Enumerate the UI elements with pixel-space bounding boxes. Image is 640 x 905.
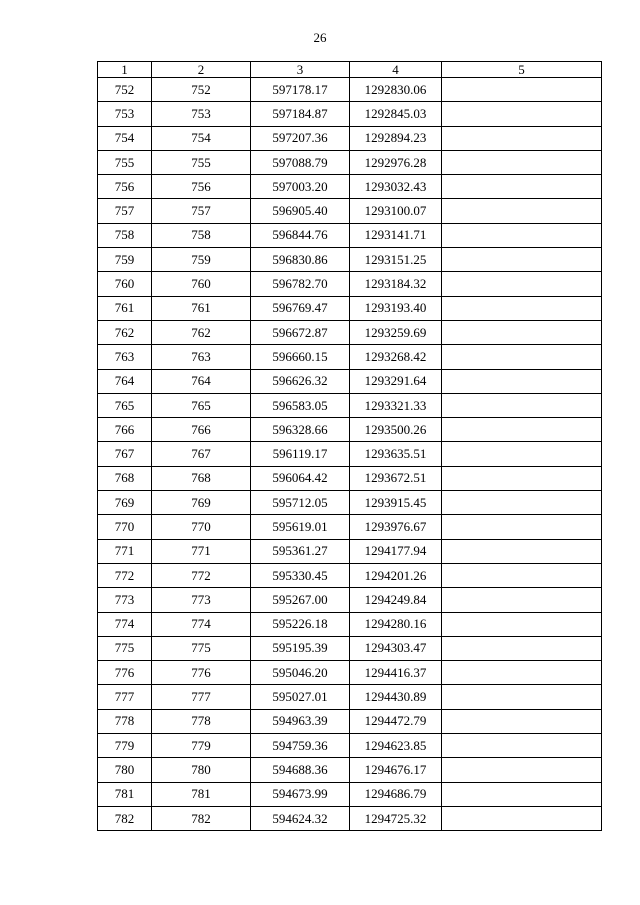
- y-coordinate-cell: 1293151.25: [350, 248, 442, 272]
- table-row: [98, 636, 602, 660]
- column-header-4: 4: [350, 62, 442, 78]
- note-cell: [442, 175, 602, 199]
- x-coordinate-cell: 596119.17: [251, 442, 350, 466]
- point-number-cell: 760: [152, 272, 251, 296]
- point-number-cell: 767: [152, 442, 251, 466]
- table-header-row: [98, 62, 602, 78]
- note-cell: [442, 418, 602, 442]
- y-coordinate-cell: 1294177.94: [350, 539, 442, 563]
- table-row: [98, 685, 602, 709]
- point-number-cell: 768: [152, 466, 251, 490]
- point-number-cell: 753: [152, 102, 251, 126]
- note-cell: [442, 199, 602, 223]
- x-coordinate-cell: 595361.27: [251, 539, 350, 563]
- x-coordinate-cell: 595195.39: [251, 636, 350, 660]
- y-coordinate-cell: 1293635.51: [350, 442, 442, 466]
- table-row: [98, 223, 602, 247]
- note-cell: [442, 102, 602, 126]
- table-row: [98, 758, 602, 782]
- table-row: [98, 515, 602, 539]
- table-row: [98, 709, 602, 733]
- x-coordinate-cell: 594673.99: [251, 782, 350, 806]
- note-cell: [442, 248, 602, 272]
- point-number-cell: 763: [98, 345, 152, 369]
- note-cell: [442, 636, 602, 660]
- y-coordinate-cell: 1293915.45: [350, 491, 442, 515]
- point-number-cell: 780: [152, 758, 251, 782]
- y-coordinate-cell: 1294725.32: [350, 806, 442, 830]
- y-coordinate-cell: 1294303.47: [350, 636, 442, 660]
- point-number-cell: 774: [98, 612, 152, 636]
- note-cell: [442, 442, 602, 466]
- x-coordinate-cell: 596672.87: [251, 320, 350, 344]
- point-number-cell: 756: [98, 175, 152, 199]
- point-number-cell: 759: [98, 248, 152, 272]
- x-coordinate-cell: 596064.42: [251, 466, 350, 490]
- point-number-cell: 774: [152, 612, 251, 636]
- point-number-cell: 770: [98, 515, 152, 539]
- y-coordinate-cell: 1292830.06: [350, 78, 442, 102]
- point-number-cell: 763: [152, 345, 251, 369]
- point-number-cell: 753: [98, 102, 152, 126]
- x-coordinate-cell: 596769.47: [251, 296, 350, 320]
- point-number-cell: 765: [98, 393, 152, 417]
- note-cell: [442, 272, 602, 296]
- column-header-5: 5: [442, 62, 602, 78]
- y-coordinate-cell: 1294686.79: [350, 782, 442, 806]
- point-number-cell: 771: [152, 539, 251, 563]
- point-number-cell: 777: [152, 685, 251, 709]
- point-number-cell: 779: [98, 734, 152, 758]
- note-cell: [442, 78, 602, 102]
- table-row: [98, 78, 602, 102]
- table-row: [98, 418, 602, 442]
- table-row: [98, 272, 602, 296]
- x-coordinate-cell: 596328.66: [251, 418, 350, 442]
- point-number-cell: 754: [98, 126, 152, 150]
- table-row: [98, 296, 602, 320]
- x-coordinate-cell: 595619.01: [251, 515, 350, 539]
- point-number-cell: 762: [152, 320, 251, 344]
- point-number-cell: 761: [152, 296, 251, 320]
- table-row: [98, 806, 602, 830]
- x-coordinate-cell: 594963.39: [251, 709, 350, 733]
- point-number-cell: 770: [152, 515, 251, 539]
- y-coordinate-cell: 1293141.71: [350, 223, 442, 247]
- note-cell: [442, 369, 602, 393]
- table-row: [98, 345, 602, 369]
- table-row: [98, 320, 602, 344]
- y-coordinate-cell: 1292976.28: [350, 150, 442, 174]
- point-number-cell: 769: [152, 491, 251, 515]
- x-coordinate-cell: 596830.86: [251, 248, 350, 272]
- y-coordinate-cell: 1294430.89: [350, 685, 442, 709]
- point-number-cell: 778: [98, 709, 152, 733]
- point-number-cell: 761: [98, 296, 152, 320]
- point-number-cell: 772: [152, 563, 251, 587]
- table-row: [98, 466, 602, 490]
- point-number-cell: 778: [152, 709, 251, 733]
- note-cell: [442, 150, 602, 174]
- point-number-cell: 779: [152, 734, 251, 758]
- table-row: [98, 175, 602, 199]
- x-coordinate-cell: 596844.76: [251, 223, 350, 247]
- y-coordinate-cell: 1294472.79: [350, 709, 442, 733]
- table-row: [98, 126, 602, 150]
- y-coordinate-cell: 1293032.43: [350, 175, 442, 199]
- table-row: [98, 539, 602, 563]
- point-number-cell: 781: [152, 782, 251, 806]
- note-cell: [442, 563, 602, 587]
- x-coordinate-cell: 595046.20: [251, 661, 350, 685]
- y-coordinate-cell: 1294280.16: [350, 612, 442, 636]
- note-cell: [442, 539, 602, 563]
- point-number-cell: 776: [98, 661, 152, 685]
- table-row: [98, 199, 602, 223]
- table-row: [98, 248, 602, 272]
- x-coordinate-cell: 594624.32: [251, 806, 350, 830]
- note-cell: [442, 709, 602, 733]
- point-number-cell: 772: [98, 563, 152, 587]
- note-cell: [442, 612, 602, 636]
- page-number: 26: [313, 30, 327, 45]
- point-number-cell: 755: [152, 150, 251, 174]
- point-number-cell: 782: [98, 806, 152, 830]
- x-coordinate-cell: 596626.32: [251, 369, 350, 393]
- x-coordinate-cell: 596782.70: [251, 272, 350, 296]
- table-row: [98, 612, 602, 636]
- point-number-cell: 754: [152, 126, 251, 150]
- point-number-cell: 782: [152, 806, 251, 830]
- y-coordinate-cell: 1293976.67: [350, 515, 442, 539]
- point-number-cell: 757: [98, 199, 152, 223]
- x-coordinate-cell: 595226.18: [251, 612, 350, 636]
- column-header-3: 3: [251, 62, 350, 78]
- x-coordinate-cell: 597207.36: [251, 126, 350, 150]
- x-coordinate-cell: 597088.79: [251, 150, 350, 174]
- table-row: [98, 442, 602, 466]
- point-number-cell: 766: [152, 418, 251, 442]
- point-number-cell: 773: [98, 588, 152, 612]
- x-coordinate-cell: 597003.20: [251, 175, 350, 199]
- y-coordinate-cell: 1293268.42: [350, 345, 442, 369]
- x-coordinate-cell: 597184.87: [251, 102, 350, 126]
- x-coordinate-cell: 594688.36: [251, 758, 350, 782]
- y-coordinate-cell: 1293259.69: [350, 320, 442, 344]
- note-cell: [442, 296, 602, 320]
- table-row: [98, 661, 602, 685]
- x-coordinate-cell: 596905.40: [251, 199, 350, 223]
- table-row: [98, 393, 602, 417]
- table-row: [98, 734, 602, 758]
- y-coordinate-cell: 1293100.07: [350, 199, 442, 223]
- y-coordinate-cell: 1293193.40: [350, 296, 442, 320]
- point-number-cell: 771: [98, 539, 152, 563]
- note-cell: [442, 685, 602, 709]
- y-coordinate-cell: 1294201.26: [350, 563, 442, 587]
- x-coordinate-cell: 594759.36: [251, 734, 350, 758]
- column-header-2: 2: [152, 62, 251, 78]
- point-number-cell: 776: [152, 661, 251, 685]
- point-number-cell: 760: [98, 272, 152, 296]
- y-coordinate-cell: 1293672.51: [350, 466, 442, 490]
- point-number-cell: 773: [152, 588, 251, 612]
- note-cell: [442, 588, 602, 612]
- point-number-cell: 756: [152, 175, 251, 199]
- y-coordinate-cell: 1294623.85: [350, 734, 442, 758]
- x-coordinate-cell: 595330.45: [251, 563, 350, 587]
- point-number-cell: 758: [98, 223, 152, 247]
- point-number-cell: 755: [98, 150, 152, 174]
- x-coordinate-cell: 596583.05: [251, 393, 350, 417]
- note-cell: [442, 223, 602, 247]
- point-number-cell: 765: [152, 393, 251, 417]
- y-coordinate-cell: 1293500.26: [350, 418, 442, 442]
- point-number-cell: 758: [152, 223, 251, 247]
- note-cell: [442, 661, 602, 685]
- note-cell: [442, 393, 602, 417]
- coordinates-table: [97, 61, 602, 831]
- point-number-cell: 752: [152, 78, 251, 102]
- table-row: [98, 782, 602, 806]
- x-coordinate-cell: 596660.15: [251, 345, 350, 369]
- note-cell: [442, 345, 602, 369]
- note-cell: [442, 126, 602, 150]
- note-cell: [442, 782, 602, 806]
- y-coordinate-cell: 1292845.03: [350, 102, 442, 126]
- y-coordinate-cell: 1294249.84: [350, 588, 442, 612]
- table-row: [98, 102, 602, 126]
- table-row: [98, 369, 602, 393]
- point-number-cell: 764: [98, 369, 152, 393]
- y-coordinate-cell: 1294676.17: [350, 758, 442, 782]
- table-row: [98, 563, 602, 587]
- point-number-cell: 759: [152, 248, 251, 272]
- table-row: [98, 150, 602, 174]
- y-coordinate-cell: 1294416.37: [350, 661, 442, 685]
- point-number-cell: 757: [152, 199, 251, 223]
- point-number-cell: 764: [152, 369, 251, 393]
- note-cell: [442, 320, 602, 344]
- point-number-cell: 768: [98, 466, 152, 490]
- note-cell: [442, 515, 602, 539]
- x-coordinate-cell: 597178.17: [251, 78, 350, 102]
- table-row: [98, 588, 602, 612]
- x-coordinate-cell: 595712.05: [251, 491, 350, 515]
- point-number-cell: 766: [98, 418, 152, 442]
- note-cell: [442, 734, 602, 758]
- x-coordinate-cell: 595267.00: [251, 588, 350, 612]
- y-coordinate-cell: 1293321.33: [350, 393, 442, 417]
- note-cell: [442, 806, 602, 830]
- note-cell: [442, 758, 602, 782]
- note-cell: [442, 466, 602, 490]
- column-header-1: 1: [98, 62, 152, 78]
- table-row: [98, 491, 602, 515]
- point-number-cell: 752: [98, 78, 152, 102]
- point-number-cell: 777: [98, 685, 152, 709]
- point-number-cell: 767: [98, 442, 152, 466]
- y-coordinate-cell: 1293291.64: [350, 369, 442, 393]
- y-coordinate-cell: 1292894.23: [350, 126, 442, 150]
- point-number-cell: 775: [152, 636, 251, 660]
- point-number-cell: 780: [98, 758, 152, 782]
- y-coordinate-cell: 1293184.32: [350, 272, 442, 296]
- point-number-cell: 775: [98, 636, 152, 660]
- note-cell: [442, 491, 602, 515]
- table-body: [98, 78, 602, 831]
- x-coordinate-cell: 595027.01: [251, 685, 350, 709]
- point-number-cell: 762: [98, 320, 152, 344]
- point-number-cell: 769: [98, 491, 152, 515]
- point-number-cell: 781: [98, 782, 152, 806]
